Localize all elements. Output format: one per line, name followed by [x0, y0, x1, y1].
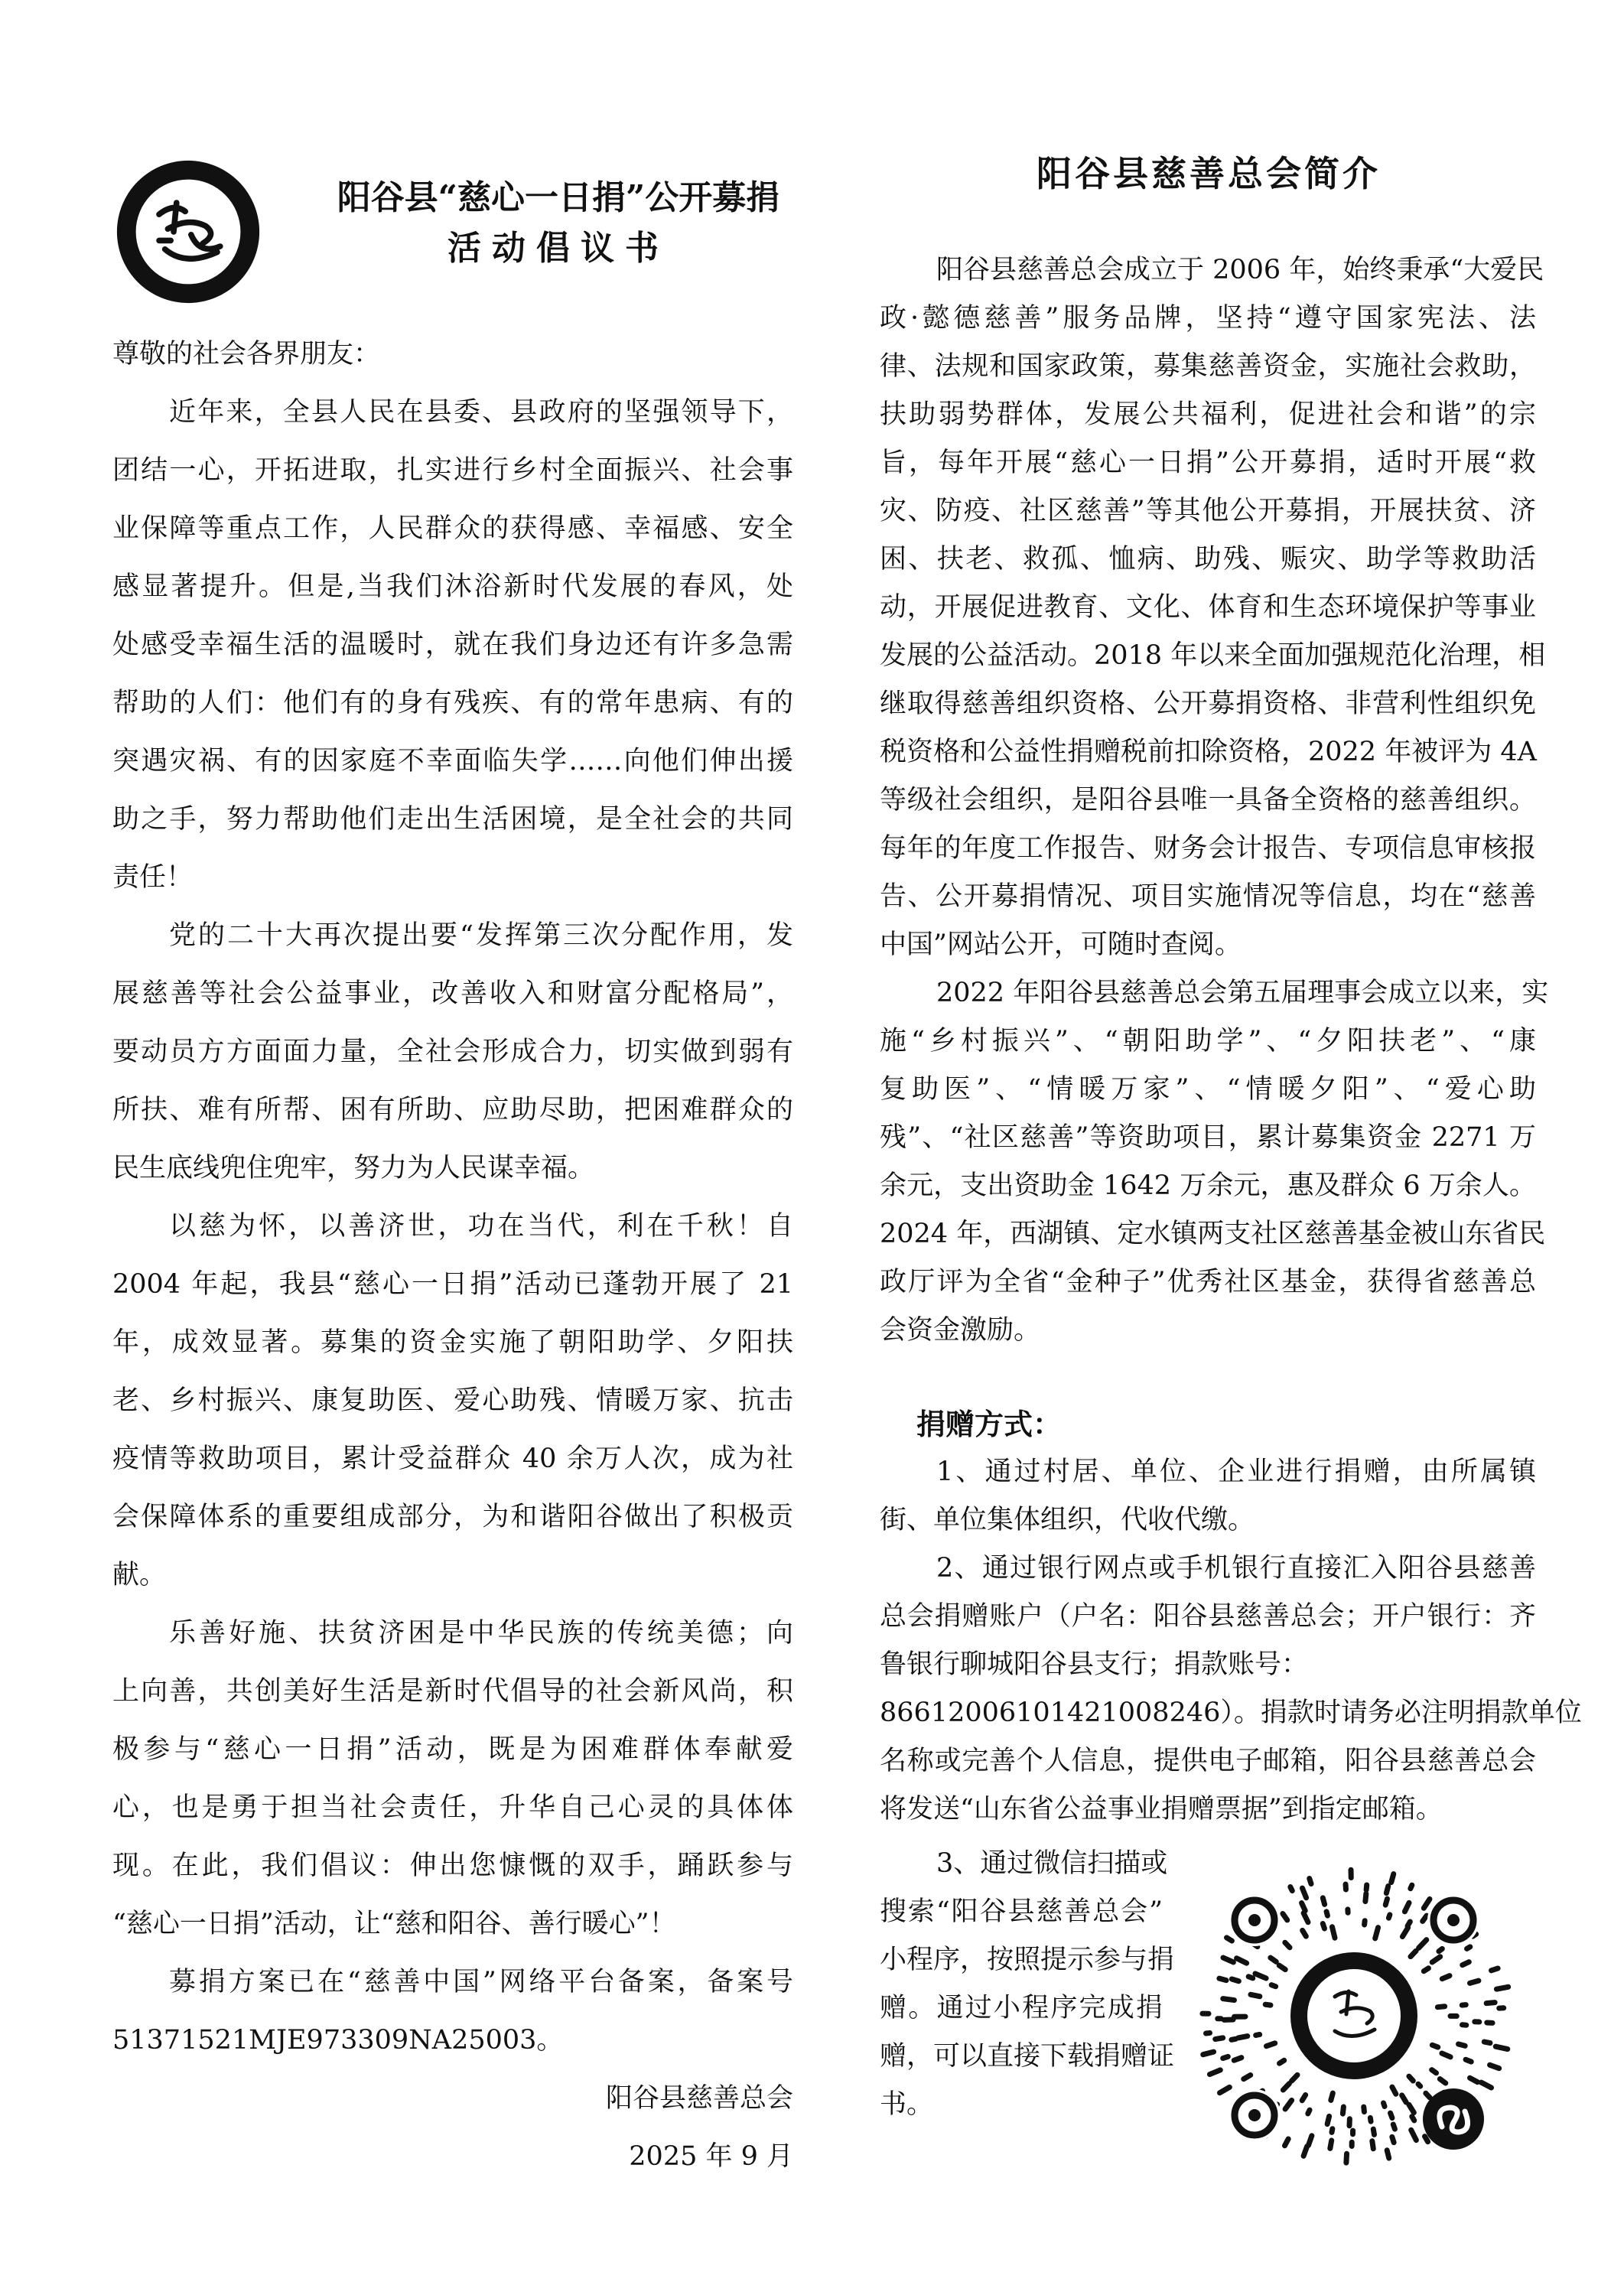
code-dash [1402, 2095, 1406, 2102]
text-line: 2004 年起，我县“慈心一日捐”活动已蓬勃开展了 21 [112, 1269, 793, 1300]
text-line: 扶助弱势群体，发展公共福利，促进社会和谐”的宗 [880, 399, 1536, 430]
code-dash [1327, 2116, 1329, 2124]
paragraph [880, 1545, 1582, 1834]
code-dash [1303, 1930, 1307, 1936]
code-dash [1419, 1940, 1427, 1948]
code-dash [1323, 1898, 1324, 1905]
code-dash [1302, 2095, 1305, 2100]
code-dash [1365, 1893, 1366, 1901]
proposal-paragraphs [112, 383, 793, 2069]
text-line: 2022 年阳谷县慈善总会第五届理事会成立以来，实 [936, 978, 1549, 1008]
text-line: 灾、防疫、社区慈善”等其他公开募捐，开展扶贫、济 [880, 496, 1536, 526]
greeting: 尊敬的社会各界朋友： [112, 339, 381, 369]
text-line: 现。在此，我们倡议：伸出您慷慨的双手，踊跃参与 [112, 1851, 793, 1881]
text-line: 突遇灾祸、有的因家庭不幸面临失学……向他们伸出援 [112, 746, 793, 776]
code-dash [1373, 2129, 1374, 2134]
text-line: 残”、“社区慈善”等资助项目，累计募集资金 2271 万 [880, 1122, 1536, 1153]
code-dash [1332, 2129, 1333, 2133]
code-dash [1271, 1985, 1275, 1987]
code-dash [1251, 1994, 1260, 1996]
text-line: 总会捐赠账户（户名：阳谷县慈善总会；开户银行：齐 [880, 1601, 1536, 1632]
text-line: 上向善，共创美好生活是新时代倡导的社会新风尚，积 [112, 1676, 793, 1707]
text-line: 政厅评为全省“金种子”优秀社区基金，获得省慈善总 [880, 1267, 1536, 1297]
text-line: 乐善好施、扶贫济困是中华民族的传统美德；向 [169, 1618, 793, 1649]
code-dash [1283, 2084, 1289, 2090]
text-line: 处感受幸福生活的温暖时，就在我们身边还有许多急需 [112, 630, 793, 660]
code-dash [1203, 2052, 1214, 2055]
code-dash [1342, 2107, 1343, 2114]
code-dash [1459, 2044, 1466, 2046]
text-line: 团结一心，开拓进取，扎实进行乡村全面振兴、社会事 [112, 455, 793, 486]
code-dash [1432, 2070, 1437, 2073]
text-line: 名称或完善个人信息，提供电子邮箱，阳谷县慈善总会 [880, 1746, 1536, 1776]
code-dash [1292, 2075, 1297, 2081]
text-line: 旨，每年开展“慈心一日捐”公开募捐，适时开展“救 [880, 448, 1536, 478]
text-line: 每年的年度工作报告、财务会计报告、专项信息审核报 [880, 833, 1536, 864]
code-dash [1223, 1958, 1233, 1962]
text-line: 民生底线兜住兜牢，努力为人民谋幸福。 [112, 1153, 595, 1183]
code-dash [1234, 2058, 1242, 2061]
code-dash [1255, 1974, 1266, 1978]
code-dash [1418, 2084, 1421, 2086]
text-line: 赠。通过小程序完成捐 [880, 1993, 1163, 2023]
center-logo-icon [1299, 1961, 1409, 2071]
code-dash [1426, 2093, 1430, 2098]
text-line: 政·懿德慈善”服务品牌，坚持“遵守国家宪法、法 [880, 303, 1536, 334]
code-dash [1238, 2036, 1248, 2038]
code-dash [1442, 1976, 1450, 1979]
code-dash [1303, 1913, 1308, 1922]
code-dash [1442, 2053, 1450, 2057]
text-line: 律、法规和国家政策，募集慈善资金，实施社会救助， [880, 351, 1536, 382]
text-line: “慈心一日捐”活动，让“慈和阳谷、善行暖心”！ [112, 1909, 676, 1939]
code-dash [1470, 2078, 1478, 2082]
code-dash [1424, 1968, 1428, 1971]
text-line: 党的二十大再次提出要“发挥第三次分配作用，发 [169, 920, 793, 951]
code-dash [1285, 2101, 1291, 2109]
donation-method-3 [880, 1840, 1175, 2129]
code-dash [1256, 2034, 1260, 2035]
code-dash [1409, 2076, 1413, 2081]
text-line: 复助医”、“情暖万家”、“情暖夕阳”、“爱心助 [880, 1074, 1536, 1105]
text-line: 业保障等重点工作，人民群众的获得感、幸福感、安全 [112, 513, 793, 544]
code-dash [1332, 1927, 1335, 1938]
text-line: 献。 [112, 1560, 167, 1590]
paragraph [112, 907, 793, 1197]
text-line: 近年来，全县人民在县委、县政府的坚强领导下， [169, 397, 793, 428]
donation-methods [880, 1448, 1582, 1834]
text-line: 51371521MJE973309NA25003。 [112, 2025, 564, 2056]
code-dash [1409, 2105, 1414, 2112]
code-dash [1366, 1885, 1367, 1890]
code-dash [1393, 2124, 1395, 2129]
text-line: 施“乡村振兴”、“朝阳助学”、“夕阳扶老”、“康 [880, 1026, 1536, 1056]
code-dash [1265, 2004, 1271, 2005]
code-dash [1308, 2110, 1310, 2114]
code-dash [1302, 1888, 1306, 1898]
code-dash [1346, 2153, 1347, 2163]
text-line: 3、通过微信扫描或 [936, 1848, 1168, 1879]
intro-title: 阳谷县慈善总会简介 [1037, 153, 1381, 194]
code-dash [1439, 1948, 1442, 1951]
text-line: 鲁银行聊城阳谷县支行；捐款账号： [880, 1649, 1309, 1680]
text-line: 以慈为怀，以善济世，功在当代，利在千秋！自 [169, 1211, 793, 1242]
text-line: 责任！ [112, 862, 194, 893]
text-line: 困、扶老、救孤、恤病、助残、赈灾、助学等救助活 [880, 544, 1536, 575]
code-dash [1308, 2136, 1311, 2146]
code-dash [1244, 2075, 1251, 2079]
code-dash [1237, 1958, 1247, 1963]
code-dash [1310, 1879, 1311, 1884]
code-dash [1432, 1957, 1440, 1962]
text-line: 会保障体系的重要组成部分，为和谐阳谷做出了积极贡 [112, 1502, 793, 1532]
code-dash [1223, 2056, 1229, 2058]
code-dash [1423, 1916, 1427, 1921]
text-line: 发展的公益活动。2018 年以来全面加强规范化治理，相 [880, 640, 1546, 671]
paragraph [880, 969, 1549, 1355]
text-line: 所扶、难有所帮、困有所助、应助尽助，把困难群众的 [112, 1095, 793, 1125]
text-line: 告、公开募捐情况、项目实施情况等信息，均在“慈善 [880, 881, 1536, 912]
paragraph [880, 1448, 1536, 1545]
code-dash [1495, 2046, 1508, 2049]
text-line: 要动员方方面面力量，全社会形成合力，切实做到弱有 [112, 1037, 793, 1067]
paragraph [880, 1840, 1175, 2129]
text-line: 2、通过银行网点或手机银行直接汇入阳谷县慈善 [936, 1553, 1536, 1584]
text-line: 助之手，努力帮助他们走出生活困境，是全社会的共同 [112, 804, 793, 835]
text-line: 疫情等救助项目，累计受益群众 40 余万人次，成为社 [112, 1444, 793, 1474]
code-dash [1284, 2139, 1288, 2146]
mini-program-code-icon[interactable] [1182, 1855, 1526, 2176]
paragraph [880, 246, 1546, 969]
text-line: 等级社会组织，是阳谷县唯一具备全资格的慈善组织。 [880, 785, 1536, 815]
text-line: 小程序，按照提示参与捐 [880, 1945, 1175, 1975]
code-dash [1219, 2087, 1229, 2092]
text-line: 年，成效显著。募集的资金实施了朝阳助学、夕阳扶 [112, 1327, 793, 1358]
code-dash [1411, 1885, 1412, 1888]
code-dash [1392, 2087, 1396, 2094]
code-dash [1375, 1928, 1378, 1939]
code-dash [1285, 1942, 1290, 1948]
code-dash [1388, 1915, 1390, 1918]
code-dash [1266, 2043, 1274, 2046]
code-dash [1248, 1977, 1253, 1978]
proposal-subtitle: 活动倡议书 [447, 229, 669, 268]
paragraph [112, 1953, 793, 2069]
code-dash [1386, 1886, 1388, 1893]
code-dash [1271, 1958, 1276, 1961]
code-dash [1467, 1947, 1470, 1949]
text-line: 赠，可以直接下载捐赠证 [880, 2041, 1175, 2072]
code-dash [1232, 1979, 1238, 1981]
code-dash [1326, 1912, 1327, 1916]
text-line: 动，开展促进教育、文化、体育和生态环境保护等事业 [880, 592, 1536, 623]
code-dash [1370, 2118, 1371, 2121]
text-line: 1、通过村居、单位、企业进行捐赠，由所属镇 [936, 1457, 1536, 1487]
text-line: 继取得慈善组织资格、公开募捐资格、非营利性组织免 [880, 688, 1536, 719]
code-dash [1387, 2150, 1389, 2158]
code-dash [1484, 2042, 1490, 2043]
text-line: 展慈善等社会公益事业，改善收入和财富分配格局”， [112, 978, 793, 1009]
code-dash [1279, 1965, 1285, 1969]
code-dash [1227, 1938, 1232, 1941]
code-dash [1372, 2141, 1373, 2149]
code-dash [1290, 1887, 1292, 1891]
code-dash [1384, 2103, 1385, 2106]
text-line: 中国”网站公开，可随时查阅。 [880, 929, 1242, 960]
donation-heading: 捐赠方式： [916, 1407, 1063, 1441]
code-dash [1481, 2082, 1491, 2088]
code-dash [1408, 1922, 1410, 1926]
signature: 阳谷县慈善总会 [605, 2083, 793, 2114]
text-line: 帮助的人们：他们有的身有残疾、有的常年患病、有的 [112, 688, 793, 718]
paragraph [112, 383, 793, 907]
text-line: 心，也是勇于担当社会责任，升华自己心灵的具体体 [112, 1792, 793, 1823]
code-dash [1466, 2059, 1471, 2062]
proposal-title: 阳谷县“慈心一日捐”公开募捐 [337, 178, 780, 217]
code-dash [1392, 2137, 1394, 2142]
text-line: 会资金激励。 [880, 1315, 1041, 1346]
code-dash [1283, 1914, 1287, 1920]
code-dash [1411, 1951, 1416, 1956]
text-line: 募捐方案已在“慈善中国”网络平台备案，备案号 [169, 1967, 793, 1997]
code-dash [1404, 1903, 1409, 1912]
text-line: 老、乡村振兴、康复助医、爱心助残、情暖万家、抗击 [112, 1385, 793, 1416]
text-line: 搜索“阳谷县慈善总会” [880, 1896, 1163, 1927]
charity-logo-icon [116, 159, 261, 304]
code-dash [1496, 1987, 1508, 1989]
text-line: 感显著提升。但是,当我们沐浴新时代发展的春风，处 [112, 571, 793, 602]
code-dash [1323, 1924, 1324, 1929]
code-dash [1391, 1874, 1394, 1883]
code-dash [1425, 2137, 1428, 2142]
code-dash [1303, 2147, 1307, 2157]
code-dash [1364, 2107, 1365, 2111]
text-line: 街、单位集体组织，代收代缴。 [880, 1505, 1255, 1535]
paragraph [112, 1604, 793, 1953]
code-dash [1424, 1899, 1430, 1908]
code-dash [1391, 2113, 1392, 2118]
code-dash [1330, 2140, 1332, 2148]
text-line: 余元，支出资助金 1642 万余元，惠及群众 6 万余人。 [880, 1170, 1536, 1201]
text-line: 书。 [880, 2089, 934, 2120]
code-dash [1302, 1903, 1306, 1911]
code-dash [1331, 2093, 1333, 2100]
text-line: 阳谷县慈善总会成立于 2006 年，始终秉承“大爱民 [936, 255, 1544, 285]
text-line: 将发送“山东省公益事业捐赠票据”到指定邮箱。 [880, 1794, 1443, 1825]
intro-body [880, 246, 1549, 1355]
code-dash [1402, 1928, 1408, 1937]
proposal-body [112, 325, 793, 2186]
text-line: 极参与“慈心一日捐”活动，既是为困难群体奉献爱 [112, 1734, 793, 1765]
text-line: 税资格和公益性捐赠税前扣除资格，2022 年被评为 4A [880, 737, 1537, 767]
code-dash [1432, 2045, 1437, 2047]
code-dash [1411, 2130, 1417, 2140]
code-dash [1219, 1978, 1226, 1981]
text-line: 86612006101421008246）。捐款时请务必注明捐款单位 [880, 1698, 1582, 1728]
text-line: 2024 年，西湖镇、定水镇两支社区慈善基金被山东省民 [880, 1219, 1546, 1249]
code-dash [1491, 1968, 1498, 1971]
code-dash [1469, 1981, 1478, 1983]
code-dash [1223, 1999, 1235, 2000]
code-dash [1486, 2003, 1495, 2004]
code-dash [1280, 2060, 1284, 2063]
date: 2025 年 9 月 [629, 2141, 793, 2172]
code-dash [1216, 2038, 1223, 2039]
code-dash [1440, 2079, 1445, 2083]
code-dash [1412, 2117, 1414, 2121]
code-dash [1463, 1962, 1469, 1965]
code-dash [1385, 1899, 1387, 1905]
code-dash [1490, 2065, 1499, 2068]
code-dash [1209, 2070, 1220, 2075]
paragraph [112, 1197, 793, 1604]
